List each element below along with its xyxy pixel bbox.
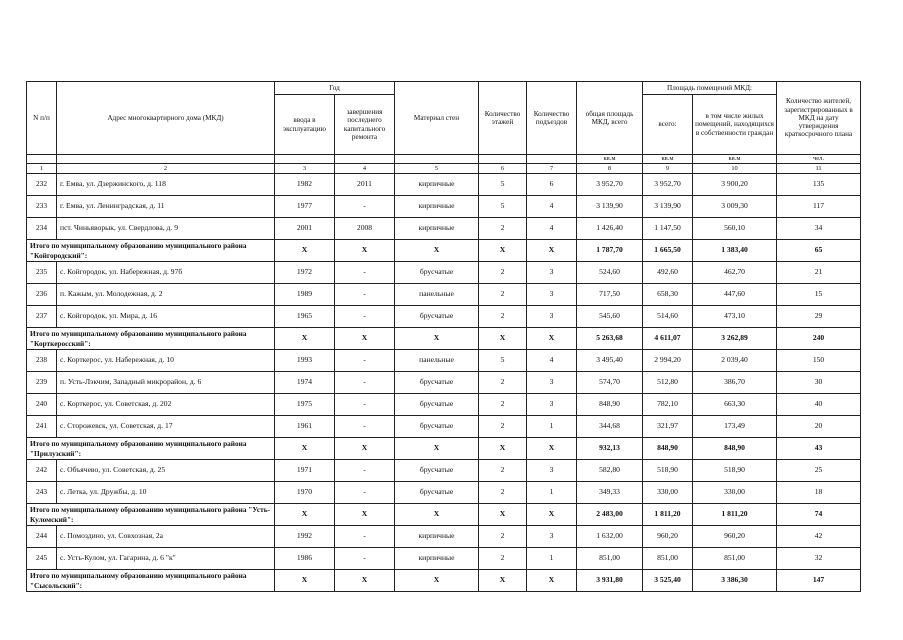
subtotal-row	[27, 328, 861, 350]
cell-row-number: 238	[27, 350, 57, 372]
cell-wall-material: кирпичные	[395, 548, 479, 570]
table-row	[27, 460, 861, 482]
cell-floors: X	[479, 328, 527, 350]
cell-premises-total: 658,30	[643, 284, 693, 306]
table-row	[27, 416, 861, 438]
cell-year-repair: -	[335, 548, 395, 570]
unit-residents: чел.	[777, 155, 861, 164]
header-premises-owned: в том числе жилых помещений, находящихся в собственности граждан	[693, 95, 777, 155]
cell-residents: 15	[777, 284, 861, 306]
cell-wall-material: X	[395, 504, 479, 526]
column-number: 5	[395, 164, 479, 174]
cell-premises-total: 960,20	[643, 526, 693, 548]
cell-premises-total: 4 611,07	[643, 328, 693, 350]
cell-premises-owned: 473,10	[693, 306, 777, 328]
cell-row-number: 244	[27, 526, 57, 548]
cell-floors: 2	[479, 548, 527, 570]
table-row	[27, 350, 861, 372]
cell-row-number: 232	[27, 174, 57, 196]
cell-floors: 2	[479, 218, 527, 240]
cell-entrances: 3	[527, 372, 577, 394]
table-row	[27, 262, 861, 284]
cell-premises-total: 3 525,40	[643, 570, 693, 592]
cell-wall-material: X	[395, 438, 479, 460]
cell-address: г. Емва, ул. Дзержинского, д. 118	[57, 174, 275, 196]
cell-floors: X	[479, 240, 527, 262]
cell-premises-owned: 560,10	[693, 218, 777, 240]
cell-residents: 150	[777, 350, 861, 372]
subtotal-row	[27, 240, 861, 262]
cell-floors: 5	[479, 350, 527, 372]
cell-premises-owned: 2 039,40	[693, 350, 777, 372]
cell-total-area: 5 263,68	[577, 328, 643, 350]
cell-total-area: 851,00	[577, 548, 643, 570]
cell-subtotal-label: Итого по муниципальному образованию муниципального района "Койгородский":	[27, 240, 275, 262]
cell-floors: 2	[479, 482, 527, 504]
cell-premises-owned: 518,90	[693, 460, 777, 482]
cell-year-commission: 1982	[275, 174, 335, 196]
subtotal-row	[27, 570, 861, 592]
header-wall-material: Материал стен	[395, 82, 479, 155]
cell-year-commission: 1965	[275, 306, 335, 328]
cell-residents: 240	[777, 328, 861, 350]
cell-entrances: 3	[527, 306, 577, 328]
subtotal-row	[27, 504, 861, 526]
cell-total-area: 1 632,00	[577, 526, 643, 548]
cell-floors: X	[479, 570, 527, 592]
header-entrances: Количество подъездов	[527, 82, 577, 155]
cell-address: пст. Чиньяворык, ул. Свердлова, д. 9	[57, 218, 275, 240]
cell-row-number: 241	[27, 416, 57, 438]
cell-entrances: 6	[527, 174, 577, 196]
cell-wall-material: кирпичные	[395, 174, 479, 196]
cell-premises-owned: 663,30	[693, 394, 777, 416]
cell-residents: 32	[777, 548, 861, 570]
header-year-commission: ввода в эксплуатацию	[275, 95, 335, 155]
cell-entrances: X	[527, 240, 577, 262]
housing-register-table-sheet	[26, 81, 861, 592]
cell-entrances: 1	[527, 482, 577, 504]
cell-total-area: 1 426,40	[577, 218, 643, 240]
cell-residents: 117	[777, 196, 861, 218]
cell-address: с. Усть-Кулом, ул. Гагарина, д. 6 "к"	[57, 548, 275, 570]
cell-wall-material: кирпичные	[395, 196, 479, 218]
cell-residents: 34	[777, 218, 861, 240]
cell-residents: 21	[777, 262, 861, 284]
cell-total-area: 524,60	[577, 262, 643, 284]
table-row	[27, 394, 861, 416]
cell-wall-material: кирпичные	[395, 526, 479, 548]
cell-year-repair: -	[335, 416, 395, 438]
cell-premises-owned: 851,00	[693, 548, 777, 570]
cell-floors: 2	[479, 306, 527, 328]
column-number: 2	[57, 164, 275, 174]
cell-address: с. Койгородок, ул. Набережная, д. 97б	[57, 262, 275, 284]
cell-premises-total: 512,80	[643, 372, 693, 394]
header-premises-total: всего:	[643, 95, 693, 155]
cell-floors: 2	[479, 262, 527, 284]
cell-wall-material: кирпичные	[395, 218, 479, 240]
cell-premises-owned: 462,70	[693, 262, 777, 284]
cell-address: г. Емва, ул. Ленинградская, д. 11	[57, 196, 275, 218]
cell-floors: X	[479, 438, 527, 460]
cell-total-area: 582,80	[577, 460, 643, 482]
cell-entrances: 3	[527, 394, 577, 416]
cell-total-area: 3 931,80	[577, 570, 643, 592]
cell-total-area: 2 483,00	[577, 504, 643, 526]
cell-premises-total: 518,90	[643, 460, 693, 482]
cell-year-repair: -	[335, 526, 395, 548]
cell-wall-material: брусчатые	[395, 262, 479, 284]
column-number: 10	[693, 164, 777, 174]
cell-floors: 5	[479, 174, 527, 196]
cell-premises-owned: 3 386,30	[693, 570, 777, 592]
cell-year-commission: X	[275, 570, 335, 592]
cell-premises-total: 848,90	[643, 438, 693, 460]
cell-floors: 2	[479, 394, 527, 416]
column-number: 11	[777, 164, 861, 174]
units-blank	[27, 155, 57, 164]
cell-year-repair: -	[335, 196, 395, 218]
cell-year-repair: -	[335, 482, 395, 504]
cell-total-area: 574,70	[577, 372, 643, 394]
cell-year-commission: 1977	[275, 196, 335, 218]
cell-premises-total: 514,60	[643, 306, 693, 328]
cell-premises-owned: 1 383,40	[693, 240, 777, 262]
cell-total-area: 3 952,70	[577, 174, 643, 196]
cell-subtotal-label: Итого по муниципальному образованию муниципального района "Прилузский":	[27, 438, 275, 460]
cell-year-commission: 1971	[275, 460, 335, 482]
cell-year-repair: X	[335, 438, 395, 460]
cell-premises-total: 782,10	[643, 394, 693, 416]
cell-year-commission: 1975	[275, 394, 335, 416]
cell-year-commission: X	[275, 328, 335, 350]
header-floors: Количество этажей	[479, 82, 527, 155]
cell-premises-owned: 1 811,20	[693, 504, 777, 526]
cell-year-repair: -	[335, 284, 395, 306]
table-row	[27, 526, 861, 548]
table-row	[27, 306, 861, 328]
cell-premises-owned: 3 262,89	[693, 328, 777, 350]
cell-address: с. Сторожевск, ул. Советская, д. 17	[57, 416, 275, 438]
unit-premises-total: кв.м	[643, 155, 693, 164]
cell-premises-total: 3 952,70	[643, 174, 693, 196]
units-blank	[479, 155, 527, 164]
cell-total-area: 349,33	[577, 482, 643, 504]
cell-wall-material: X	[395, 570, 479, 592]
cell-wall-material: брусчатые	[395, 416, 479, 438]
cell-row-number: 237	[27, 306, 57, 328]
cell-entrances: X	[527, 570, 577, 592]
table-row	[27, 174, 861, 196]
column-number: 6	[479, 164, 527, 174]
cell-year-commission: X	[275, 240, 335, 262]
cell-year-commission: X	[275, 438, 335, 460]
cell-floors: 2	[479, 416, 527, 438]
cell-address: с. Объячево, ул. Советская, д. 25	[57, 460, 275, 482]
cell-wall-material: брусчатые	[395, 372, 479, 394]
header-address: Адрес многоквартирного дома (МКД)	[57, 82, 275, 155]
cell-year-repair: -	[335, 350, 395, 372]
table-row	[27, 284, 861, 306]
cell-premises-total: 1 147,50	[643, 218, 693, 240]
cell-wall-material: X	[395, 240, 479, 262]
units-row	[27, 155, 861, 164]
table-row	[27, 548, 861, 570]
table-header	[27, 82, 861, 174]
header-premises-area: Площадь помещений МКД:	[643, 82, 777, 95]
cell-premises-owned: 3 009,30	[693, 196, 777, 218]
cell-year-repair: X	[335, 240, 395, 262]
cell-floors: 5	[479, 196, 527, 218]
units-blank	[395, 155, 479, 164]
cell-wall-material: брусчатые	[395, 460, 479, 482]
cell-subtotal-label: Итого по муниципальному образованию муниципального района "Корткеросский":	[27, 328, 275, 350]
cell-year-commission: 1970	[275, 482, 335, 504]
cell-entrances: X	[527, 328, 577, 350]
cell-residents: 20	[777, 416, 861, 438]
cell-total-area: 3 139,90	[577, 196, 643, 218]
cell-premises-owned: 848,90	[693, 438, 777, 460]
cell-year-repair: -	[335, 306, 395, 328]
cell-entrances: 3	[527, 526, 577, 548]
cell-premises-owned: 3 900,20	[693, 174, 777, 196]
cell-entrances: 3	[527, 284, 577, 306]
cell-floors: 2	[479, 460, 527, 482]
cell-residents: 29	[777, 306, 861, 328]
cell-row-number: 233	[27, 196, 57, 218]
cell-wall-material: панельные	[395, 284, 479, 306]
cell-wall-material: X	[395, 328, 479, 350]
cell-row-number: 235	[27, 262, 57, 284]
cell-premises-owned: 386,70	[693, 372, 777, 394]
cell-address: с. Помоздино, ул. Совхозная, 2а	[57, 526, 275, 548]
column-number: 9	[643, 164, 693, 174]
cell-year-repair: -	[335, 372, 395, 394]
cell-entrances: 3	[527, 460, 577, 482]
table-row	[27, 372, 861, 394]
cell-year-repair: X	[335, 328, 395, 350]
cell-year-repair: -	[335, 262, 395, 284]
cell-year-commission: 1972	[275, 262, 335, 284]
cell-residents: 74	[777, 504, 861, 526]
cell-premises-total: 321,97	[643, 416, 693, 438]
table-body	[27, 174, 861, 592]
cell-total-area: 545,60	[577, 306, 643, 328]
cell-premises-owned: 330,00	[693, 482, 777, 504]
cell-row-number: 236	[27, 284, 57, 306]
cell-year-repair: -	[335, 460, 395, 482]
cell-floors: 2	[479, 284, 527, 306]
cell-year-repair: X	[335, 570, 395, 592]
cell-total-area: 932,13	[577, 438, 643, 460]
cell-entrances: 4	[527, 218, 577, 240]
table-row	[27, 218, 861, 240]
header-total-area: общая площадь МКД, всего	[577, 82, 643, 155]
cell-premises-total: 1 811,20	[643, 504, 693, 526]
cell-premises-total: 1 665,50	[643, 240, 693, 262]
cell-year-commission: 1961	[275, 416, 335, 438]
cell-row-number: 243	[27, 482, 57, 504]
cell-total-area: 717,50	[577, 284, 643, 306]
cell-premises-total: 2 994,20	[643, 350, 693, 372]
cell-residents: 40	[777, 394, 861, 416]
column-number: 7	[527, 164, 577, 174]
cell-year-commission: 1993	[275, 350, 335, 372]
cell-address: п. Кажым, ул. Молодежная, д. 2	[57, 284, 275, 306]
cell-address: с. Койгородок, ул. Мира, д. 16	[57, 306, 275, 328]
cell-year-commission: X	[275, 504, 335, 526]
cell-total-area: 848,90	[577, 394, 643, 416]
subtotal-row	[27, 438, 861, 460]
cell-residents: 18	[777, 482, 861, 504]
cell-address: с. Корткерос, ул. Набережная, д. 10	[57, 350, 275, 372]
cell-entrances: X	[527, 504, 577, 526]
table-row	[27, 482, 861, 504]
cell-wall-material: брусчатые	[395, 394, 479, 416]
cell-row-number: 242	[27, 460, 57, 482]
cell-floors: X	[479, 504, 527, 526]
column-numbers-row	[27, 164, 861, 174]
cell-premises-owned: 173,49	[693, 416, 777, 438]
column-number: 3	[275, 164, 335, 174]
cell-entrances: 3	[527, 262, 577, 284]
cell-address: с. Корткерос, ул. Советская, д. 202	[57, 394, 275, 416]
cell-floors: 2	[479, 372, 527, 394]
units-blank	[275, 155, 335, 164]
cell-year-commission: 1974	[275, 372, 335, 394]
cell-year-commission: 1986	[275, 548, 335, 570]
cell-subtotal-label: Итого по муниципальному образованию муниципального района "Усть-Куломский":	[27, 504, 275, 526]
header-residents: Количество жителей, зарегистрированных в МКД на дату утверждения краткосрочного плана	[777, 82, 861, 155]
cell-subtotal-label: Итого по муниципальному образованию муниципального района "Сысольский":	[27, 570, 275, 592]
unit-premises-owned: кв.м	[693, 155, 777, 164]
cell-total-area: 1 787,70	[577, 240, 643, 262]
table-row	[27, 196, 861, 218]
column-number: 8	[577, 164, 643, 174]
cell-year-repair: 2011	[335, 174, 395, 196]
cell-row-number: 240	[27, 394, 57, 416]
housing-register-table	[26, 81, 861, 592]
column-number: 4	[335, 164, 395, 174]
cell-entrances: 1	[527, 548, 577, 570]
cell-floors: 2	[479, 526, 527, 548]
cell-year-commission: 1989	[275, 284, 335, 306]
cell-residents: 43	[777, 438, 861, 460]
cell-entrances: 4	[527, 196, 577, 218]
cell-total-area: 3 495,40	[577, 350, 643, 372]
cell-wall-material: брусчатые	[395, 306, 479, 328]
cell-premises-total: 851,00	[643, 548, 693, 570]
cell-premises-owned: 447,60	[693, 284, 777, 306]
cell-wall-material: панельные	[395, 350, 479, 372]
cell-residents: 25	[777, 460, 861, 482]
cell-wall-material: брусчатые	[395, 482, 479, 504]
header-number: N п/п	[27, 82, 57, 155]
cell-year-repair: 2008	[335, 218, 395, 240]
header-year: Год	[275, 82, 395, 95]
header-year-repair: завершения последнего капитального ремонта	[335, 95, 395, 155]
cell-address: п. Усть-Лэкчим, Западный микрорайон, д. 6	[57, 372, 275, 394]
cell-entrances: 4	[527, 350, 577, 372]
units-blank	[335, 155, 395, 164]
cell-premises-total: 492,60	[643, 262, 693, 284]
units-blank	[527, 155, 577, 164]
cell-row-number: 239	[27, 372, 57, 394]
cell-year-repair: X	[335, 504, 395, 526]
units-blank	[57, 155, 275, 164]
unit-total-area: кв.м	[577, 155, 643, 164]
cell-total-area: 344,68	[577, 416, 643, 438]
cell-entrances: X	[527, 438, 577, 460]
cell-residents: 135	[777, 174, 861, 196]
cell-residents: 30	[777, 372, 861, 394]
cell-entrances: 1	[527, 416, 577, 438]
cell-residents: 42	[777, 526, 861, 548]
cell-residents: 147	[777, 570, 861, 592]
cell-year-commission: 1992	[275, 526, 335, 548]
cell-row-number: 234	[27, 218, 57, 240]
cell-premises-total: 3 139,90	[643, 196, 693, 218]
cell-premises-total: 330,00	[643, 482, 693, 504]
cell-address: с. Летка, ул. Дружбы, д. 10	[57, 482, 275, 504]
cell-year-commission: 2001	[275, 218, 335, 240]
cell-row-number: 245	[27, 548, 57, 570]
column-number: 1	[27, 164, 57, 174]
cell-residents: 65	[777, 240, 861, 262]
cell-premises-owned: 960,20	[693, 526, 777, 548]
cell-year-repair: -	[335, 394, 395, 416]
